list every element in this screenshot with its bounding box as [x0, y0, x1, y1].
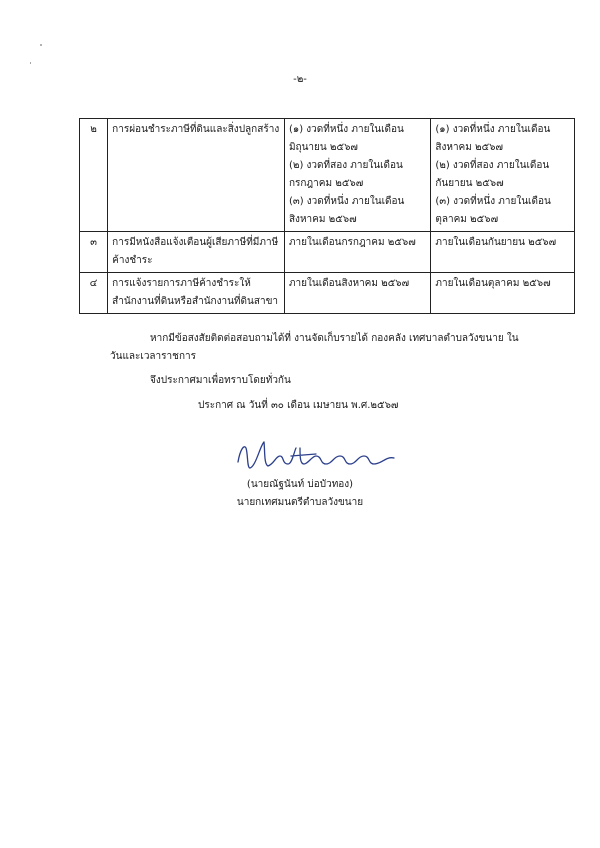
announcement-date: ประกาศ ณ วันที่ ๓๐ เดือน เมษายน พ.ศ.๒๕๖๗	[198, 400, 399, 411]
period2-cell-line: ตุลาคม ๒๕๖๗	[435, 214, 499, 225]
period2-cell-line: (๒) งวดที่สอง ภายในเดือน	[435, 160, 550, 171]
contact-paragraph-line1: หากมีข้อสงสัยติดต่อสอบถามได้ที่ งานจัดเก็บรายได้ กองคลัง เทศบาลตำบลวังขนาย ใน	[150, 333, 519, 344]
signer-position: นายกเทศมนตรีตำบลวังขนาย	[236, 497, 364, 508]
period2-cell	[431, 119, 575, 232]
announcement-text: จึงประกาศมาเพื่อทราบโดยทั่วกัน	[150, 375, 291, 386]
item-cell-line: ค้างชำระ	[112, 255, 153, 266]
period1-cell-line: มิถุนายน ๒๕๖๗	[288, 142, 358, 153]
handwritten-signature	[234, 438, 404, 476]
period1-cell-line: สิงหาคม ๒๕๖๗	[288, 214, 357, 225]
signer-name: (นายณัฐนันท์ บ่อบัวทอง)	[246, 479, 354, 490]
period2-cell-line: (๓) งวดที่หนึ่ง ภายในเดือน	[435, 196, 551, 207]
page-number: -๒-	[293, 74, 307, 85]
period1-cell-line: (๑) งวดที่หนึ่ง ภายในเดือน	[288, 124, 404, 135]
row-number: ๒	[80, 119, 108, 232]
table-row	[80, 273, 575, 314]
period2-cell	[431, 273, 575, 314]
period1-cell	[284, 232, 430, 273]
period2-cell-line: กันยายน ๒๕๖๗	[435, 178, 504, 189]
period1-cell-line: กรกฎาคม ๒๕๖๗	[288, 178, 364, 189]
period1-cell	[284, 119, 430, 232]
item-cell-line: การแจ้งรายการภาษีค้างชำระให้	[112, 278, 251, 289]
period2-cell-line: ภายในเดือนตุลาคม ๒๕๖๗	[435, 278, 551, 289]
period1-cell-line: (๒) งวดที่สอง ภายในเดือน	[288, 160, 403, 171]
item-cell	[108, 232, 285, 273]
item-cell-line: สำนักงานที่ดินหรือสำนักงานที่ดินสาขา	[112, 296, 279, 307]
period2-cell	[431, 232, 575, 273]
item-cell	[108, 119, 285, 232]
period1-cell-line: (๓) งวดที่หนึ่ง ภายในเดือน	[288, 196, 405, 207]
row-number: ๔	[80, 273, 108, 314]
contact-paragraph-line2: วันและเวลาราชการ	[110, 351, 196, 362]
period1-cell	[284, 273, 430, 314]
row-number: ๓	[80, 232, 108, 273]
period2-cell-line: สิงหาคม ๒๕๖๗	[435, 142, 504, 153]
item-cell	[108, 273, 285, 314]
period1-cell-line: ภายในเดือนสิงหาคม ๒๕๖๗	[288, 278, 410, 289]
period2-cell-line: (๑) งวดที่หนึ่ง ภายในเดือน	[435, 124, 551, 135]
scan-speck	[40, 44, 42, 46]
item-cell-line: การมีหนังสือแจ้งเตือนผู้เสียภาษีที่มีภาษี	[112, 237, 279, 248]
scan-speck	[30, 62, 31, 64]
schedule-table	[79, 118, 575, 314]
period2-cell-line: ภายในเดือนกันยายน ๒๕๖๗	[435, 237, 557, 248]
item-cell-line: การผ่อนชำระภาษีที่ดินและสิ่งปลูกสร้าง	[112, 124, 280, 135]
table-row	[80, 232, 575, 273]
schedule-table-body	[80, 119, 575, 314]
table-row	[80, 119, 575, 232]
period1-cell-line: ภายในเดือนกรกฎาคม ๒๕๖๗	[288, 237, 416, 248]
